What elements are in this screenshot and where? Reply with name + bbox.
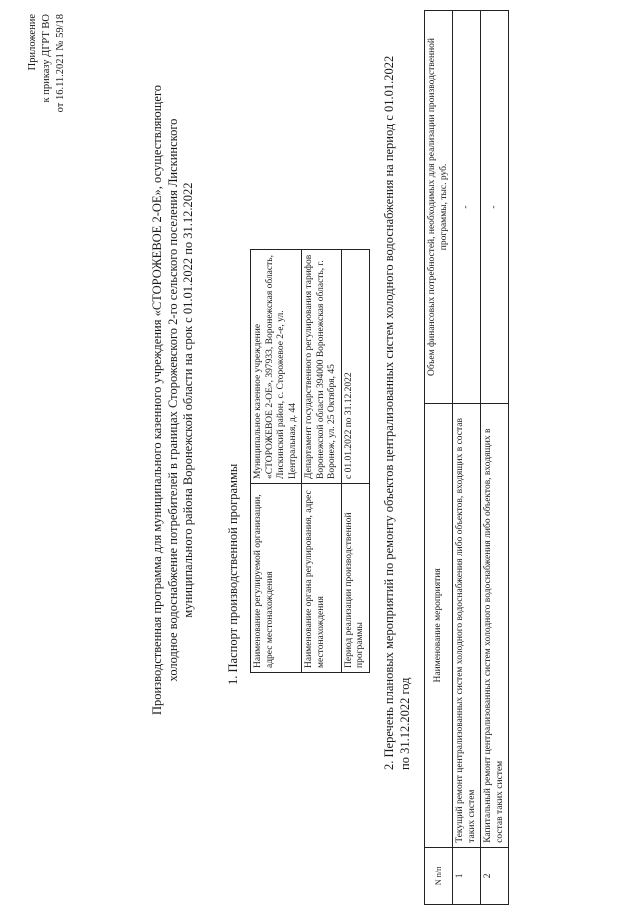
plan-table: [424, 10, 509, 905]
appendix-block: [26, 14, 68, 112]
row-name: Текущий ремонт централизованных систем холодного водоснабжения либо объектов, входящих в состав таких систем: [453, 403, 481, 847]
table-row: [341, 250, 369, 673]
section-1-heading: 1. Паспорт производственной программы: [226, 463, 240, 685]
title-line-1: Производственная программа для муниципального казенного учреждения «СТОРОЖЕВОЕ 2-ОЕ», осуществляющего: [150, 84, 164, 716]
table-row: [453, 11, 481, 905]
column-header-name: Наименование мероприятия: [425, 403, 453, 847]
title-line-3: муниципального района Воронежской области на срок с 01.01.2022 по 31.12.2022: [181, 182, 195, 618]
row-number: 1: [453, 847, 481, 904]
passport-label: Наименование регулируемой организации, адрес местонахождения: [251, 484, 302, 673]
document-title: [150, 50, 197, 750]
passport-label: Период реализации производственной программы: [341, 484, 369, 673]
section-2-heading: 2. Перечень плановых мероприятий по ремонту объектов централизованных систем холодного водоснабжения на период с 01.01.2022 по 31.12.2022 год: [382, 55, 412, 770]
column-header-num: N п/п: [425, 847, 453, 904]
passport-value: с 01.01.2022 по 31.12.2022: [341, 250, 369, 484]
appendix-order: к приказу ДГРТ ВО: [41, 14, 52, 103]
passport-value: Муниципальное казенное учреждение «СТОРОЖЕВОЕ 2-ОЕ», 397933, Воронежская область, Лискинский район, с. Сторожевое 2-е, ул. Центральная, д. 44: [251, 250, 302, 484]
title-line-2: холодное водоснабжение потребителей в границах Сторожевского 2-го сельского поселения Лискинского: [165, 118, 180, 682]
row-amount: -: [481, 11, 509, 404]
column-header-amount: Объем финансовых потребностей, необходимых для реализации производственной программы, тыс. руб.: [425, 11, 453, 404]
row-number: 2: [481, 847, 509, 904]
table-row: [481, 11, 509, 905]
passport-label: Наименование органа регулирования, адрес местонахождения: [302, 484, 342, 673]
passport-value: Департамент государственного регулирования тарифов Воронежской области 394000 Воронежская область, г. Воронеж, ул. 25 Октября, 45: [302, 250, 342, 484]
appendix-label: Приложение: [27, 14, 38, 71]
row-amount: -: [453, 11, 481, 404]
appendix-date: от 16.11.2021 № 59/18: [55, 14, 66, 113]
passport-table: [250, 249, 370, 673]
table-header-row: [425, 11, 453, 905]
table-row: [251, 250, 302, 673]
row-name: Капитальный ремонт централизованных систем холодного водоснабжения либо объектов, входящих в состав таких систем: [481, 403, 509, 847]
table-row: [302, 250, 342, 673]
